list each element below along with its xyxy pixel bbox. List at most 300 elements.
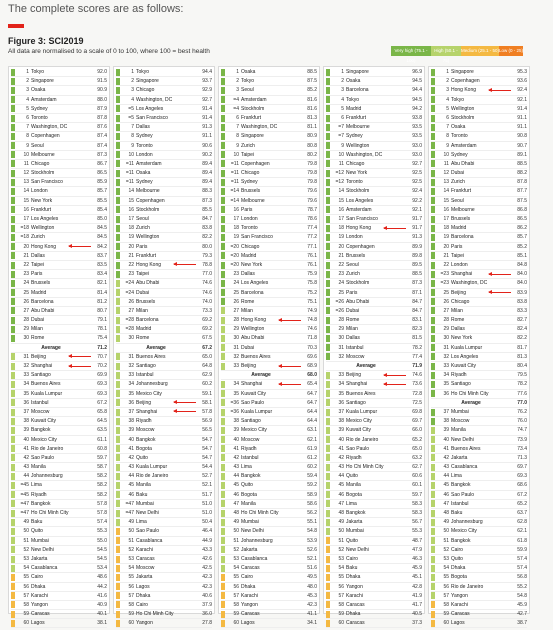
city-cell: Lima [451, 473, 462, 480]
score-cell: 84.0 [517, 280, 527, 287]
table-row [431, 390, 527, 399]
city-cell: Baku [136, 491, 148, 498]
city-cell: Mumbai [31, 537, 49, 544]
rank-cell: 51 [338, 537, 344, 544]
rank-cell: 22 [128, 261, 134, 268]
score-band-marker [326, 353, 330, 360]
table-row [11, 289, 107, 298]
table-row [11, 243, 107, 252]
score-band-marker [11, 179, 15, 186]
rank-cell: 12 [443, 170, 449, 177]
score-band-marker [221, 69, 225, 76]
city-cell: Buenos Aires [346, 390, 376, 397]
table-row [431, 86, 527, 95]
table-row [431, 527, 527, 536]
city-cell: Barcelona [346, 87, 369, 94]
score-cell: 94.5 [412, 96, 422, 103]
score-cell: 87.4 [97, 142, 107, 149]
score-cell: 93.0 [412, 151, 422, 158]
score-cell: 55.3 [412, 528, 422, 535]
table-row [326, 132, 422, 141]
score-band-marker [221, 262, 225, 269]
table-row [326, 509, 422, 518]
score-cell: 91.4 [517, 105, 527, 112]
city-cell: Sydney [346, 133, 363, 140]
score-cell: 77.0 [202, 271, 212, 278]
score-cell: 70.3 [307, 344, 317, 351]
score-legend [391, 46, 524, 63]
rank-cell: =4 [233, 105, 239, 112]
table-row [11, 491, 107, 500]
score-cell: 75.4 [97, 335, 107, 342]
score-cell: 75.1 [307, 298, 317, 305]
table-row [221, 270, 317, 279]
score-cell: 86.8 [517, 206, 527, 213]
score-panel [218, 66, 320, 627]
table-row [431, 96, 527, 105]
table-row [326, 86, 422, 95]
score-band-marker [11, 427, 15, 434]
table-row [116, 243, 212, 252]
table-row [326, 527, 422, 536]
rank-cell: 1 [446, 69, 449, 75]
score-band-marker [116, 510, 120, 517]
rank-cell: 9 [236, 142, 239, 149]
rank-cell: 5 [26, 105, 29, 112]
rank-cell: 58 [128, 601, 134, 608]
table-row [11, 610, 107, 619]
table-row [11, 197, 107, 206]
rank-cell: 21 [443, 252, 449, 259]
average-label: Average [251, 372, 271, 379]
table-row [221, 555, 317, 564]
rank-cell: 19 [128, 234, 134, 241]
score-cell: 87.3 [412, 280, 422, 287]
score-cell: 61.1 [97, 436, 107, 443]
score-band-marker [116, 225, 120, 232]
table-row [221, 583, 317, 592]
rank-cell: 30 [233, 335, 239, 342]
rank-cell: 49 [443, 519, 449, 526]
score-band-marker [221, 115, 225, 122]
rank-cell: =36 [230, 408, 239, 415]
table-row [221, 252, 317, 261]
city-cell: Dubai [346, 307, 360, 314]
score-cell: 51.6 [307, 565, 317, 572]
score-band-marker [116, 353, 120, 360]
rank-cell: 6 [26, 114, 29, 121]
score-cell: 42.3 [202, 583, 212, 590]
score-cell: 80.2 [307, 151, 317, 158]
city-cell: Los Angeles [241, 280, 269, 287]
score-band-marker [221, 105, 225, 112]
score-cell: 59.4 [307, 473, 317, 480]
score-cell: 51.7 [202, 491, 212, 498]
score-cell: 89.9 [412, 243, 422, 250]
score-band-marker [11, 583, 15, 590]
rank-cell: 35 [128, 390, 134, 397]
score-cell: 57.8 [97, 510, 107, 516]
rank-cell: 13 [23, 179, 29, 186]
city-cell: Moscow [136, 565, 155, 572]
city-cell: London [451, 261, 468, 268]
table-row [11, 417, 107, 426]
score-band-marker [11, 611, 15, 618]
score-band-marker [431, 601, 435, 608]
score-band-marker [116, 464, 120, 471]
score-panel [428, 66, 530, 627]
score-cell: 56.7 [412, 519, 422, 526]
table-row [11, 215, 107, 224]
table-row [431, 68, 527, 77]
score-band-marker [11, 188, 15, 195]
score-cell: 58.9 [307, 491, 317, 498]
score-cell: 82.7 [517, 317, 527, 324]
city-cell: Osaka [136, 170, 151, 177]
table-row [431, 77, 527, 86]
city-cell: Lima [241, 464, 252, 471]
city-cell: New York [451, 335, 473, 342]
city-cell: Wellington [136, 234, 160, 241]
city-cell: Copenhagen [136, 197, 165, 204]
score-band-marker [221, 390, 225, 397]
score-cell: 40.1 [97, 611, 107, 618]
city-cell: Shanghai [451, 271, 473, 278]
table-row [11, 527, 107, 536]
score-band-marker [11, 96, 15, 103]
score-band-marker [11, 234, 15, 241]
rank-cell: 55 [23, 574, 29, 581]
average-label: Average [461, 399, 481, 406]
score-cell: 42.8 [412, 583, 422, 590]
rank-cell: 57 [128, 592, 134, 599]
score-cell: 92.4 [412, 188, 422, 195]
table-row [431, 426, 527, 435]
city-cell: London [241, 216, 258, 222]
score-cell: 78.8 [202, 261, 212, 268]
score-cell: 87.7 [517, 188, 527, 195]
rank-cell: 43 [233, 464, 239, 471]
city-cell: Quito [241, 482, 253, 489]
score-tables [8, 66, 530, 627]
city-cell: Dhaka [31, 583, 46, 590]
table-row [431, 481, 527, 490]
rank-cell: =24 [125, 289, 134, 296]
rank-cell: 6 [341, 114, 344, 121]
score-band-marker [431, 87, 435, 94]
score-cell: 93.5 [412, 124, 422, 131]
average-row [116, 344, 212, 353]
score-band-marker [431, 500, 435, 507]
score-band-marker [116, 326, 120, 333]
score-cell: 94.5 [412, 78, 422, 85]
rank-cell: 53 [23, 555, 29, 562]
city-cell: Chicago [241, 243, 260, 250]
table-row [11, 353, 107, 362]
table-row [326, 417, 422, 426]
table-row [11, 436, 107, 445]
score-band-marker [11, 409, 15, 416]
city-cell: Hong Kong [136, 261, 162, 268]
score-cell: 63.2 [412, 454, 422, 461]
table-row [11, 537, 107, 546]
score-band-marker [116, 317, 120, 324]
rank-cell: 17 [23, 216, 29, 222]
score-cell: 48.0 [307, 583, 317, 590]
city-cell: Copenhagen [451, 78, 480, 85]
city-cell: Beijing [451, 289, 467, 296]
rank-cell: =18 [20, 234, 29, 241]
score-cell: 65.4 [307, 381, 317, 388]
table-row [11, 463, 107, 472]
table-row [221, 298, 317, 307]
score-cell: 58.2 [97, 473, 107, 480]
table-row [431, 252, 527, 261]
rank-cell: 8 [26, 133, 29, 140]
score-cell: 92.7 [202, 96, 212, 103]
score-band-marker [326, 307, 330, 314]
rank-cell: =5 [128, 105, 134, 112]
score-band-marker [431, 188, 435, 195]
city-cell: New Delhi [136, 510, 159, 516]
table-row [11, 371, 107, 380]
score-cell: 79.6 [307, 197, 317, 204]
rank-cell: 43 [128, 464, 134, 471]
score-band-marker [326, 473, 330, 480]
city-cell: Sydney [241, 179, 258, 186]
score-band-marker [326, 197, 330, 204]
score-band-marker [11, 363, 15, 370]
score-band-marker [431, 436, 435, 443]
score-cell: 88.2 [517, 170, 527, 177]
score-band-marker [221, 252, 225, 259]
city-cell: Melbourne [451, 206, 475, 213]
score-cell: 58.1 [202, 399, 212, 406]
score-band-marker [326, 546, 330, 553]
table-row [221, 573, 317, 582]
rank-cell: 43 [23, 464, 29, 471]
score-band-marker [431, 546, 435, 553]
city-cell: Santiago [136, 363, 156, 369]
city-cell: Cairo [31, 574, 43, 581]
city-cell: Yangon [346, 583, 363, 590]
city-cell: Hong Kong [241, 317, 267, 324]
table-row [116, 334, 212, 343]
score-band-marker [326, 87, 330, 94]
score-band-marker [116, 574, 120, 581]
rank-cell: 8 [446, 133, 449, 140]
rank-cell: 40 [233, 436, 239, 443]
score-cell: 70.2 [97, 363, 107, 369]
score-band-marker [326, 409, 330, 416]
average-row [221, 371, 317, 380]
score-band-marker [326, 289, 330, 296]
table-row [326, 353, 422, 362]
rank-cell: =47 [125, 510, 134, 516]
city-cell: Singapore [346, 69, 369, 75]
legend-item: Medium (25.1 - 50) [461, 46, 499, 56]
city-cell: Chicago [241, 170, 260, 177]
rank-cell: 8 [236, 133, 239, 140]
rank-cell: 58 [338, 601, 344, 608]
city-cell: Shanghai [136, 408, 158, 415]
score-cell: 86.2 [517, 225, 527, 232]
table-row [326, 537, 422, 546]
score-band-marker [116, 206, 120, 213]
table-row [326, 298, 422, 307]
score-band-marker [221, 418, 225, 425]
city-cell: London [346, 234, 363, 241]
score-band-marker [116, 271, 120, 278]
score-cell: 87.1 [412, 289, 422, 296]
rank-cell: 4 [446, 96, 449, 103]
rank-cell: 16 [233, 206, 239, 213]
rank-cell: 2 [26, 78, 29, 85]
average-label: Average [356, 363, 376, 369]
rank-cell: 9 [446, 142, 449, 149]
city-cell: Dallas [346, 335, 360, 342]
city-cell: Bangkok [451, 482, 471, 489]
rank-cell: 40 [338, 436, 344, 443]
rank-cell: 54 [23, 565, 29, 572]
score-cell: 77.1 [307, 243, 317, 250]
table-row [326, 325, 422, 334]
rank-cell: 37 [23, 408, 29, 415]
score-cell: 59.7 [412, 491, 422, 498]
city-cell: Beijing [241, 363, 257, 369]
rank-cell: 60 [338, 620, 344, 627]
score-cell: 55.2 [517, 583, 527, 590]
city-cell: Kuala Lumpur [241, 408, 273, 415]
score-band-marker [326, 556, 330, 563]
table-row [431, 472, 527, 481]
rank-cell: 17 [233, 216, 239, 222]
score-band-marker [11, 464, 15, 471]
table-row [116, 592, 212, 601]
rank-cell: 28 [338, 317, 344, 324]
score-cell: 74.9 [307, 307, 317, 314]
score-cell: 87.4 [97, 133, 107, 140]
score-cell: 61.9 [307, 445, 317, 452]
score-cell: 65.2 [412, 436, 422, 443]
score-cell: 93.7 [202, 78, 212, 85]
rank-cell: 3 [26, 87, 29, 94]
score-band-marker [326, 454, 330, 461]
rank-cell: 41 [338, 445, 344, 452]
table-row [221, 463, 317, 472]
rank-cell: 25 [443, 289, 449, 296]
table-row [221, 518, 317, 527]
rank-cell: =28 [125, 326, 134, 333]
score-cell: 67.2 [97, 399, 107, 406]
rank-cell: 17 [338, 216, 344, 222]
rank-cell: 54 [443, 565, 449, 572]
table-row [116, 436, 212, 445]
city-cell: Dhaka [451, 565, 466, 572]
city-cell: New Delhi [241, 528, 264, 535]
score-cell: 82.1 [97, 280, 107, 287]
rank-cell: 44 [443, 473, 449, 480]
score-band-marker [11, 326, 15, 333]
rank-cell: 45 [233, 482, 239, 489]
table-row [326, 481, 422, 490]
score-cell: 92.1 [412, 206, 422, 213]
score-band-marker [326, 243, 330, 250]
score-band-marker [431, 160, 435, 167]
table-row [326, 252, 422, 261]
rank-cell: 49 [233, 519, 239, 526]
score-cell: 91.1 [517, 114, 527, 121]
city-cell: Quito [31, 528, 43, 535]
city-cell: Copenhagen [31, 133, 60, 140]
score-band-marker [431, 409, 435, 416]
city-cell: Dhaka [136, 592, 151, 599]
score-band-marker [326, 225, 330, 232]
table-row [11, 206, 107, 215]
score-cell: 60.2 [202, 381, 212, 388]
score-cell: 55.1 [307, 519, 317, 526]
score-cell: 82.2 [517, 335, 527, 342]
score-band-marker [221, 317, 225, 324]
rank-cell: 35 [23, 390, 29, 397]
rank-cell: 48 [338, 510, 344, 516]
score-band-marker [326, 381, 330, 388]
table-row [221, 151, 317, 160]
score-band-marker [326, 78, 330, 85]
city-cell: Dallas [31, 252, 45, 259]
accent-dash [8, 24, 24, 28]
city-cell: Riyadh [451, 372, 467, 379]
table-row [326, 187, 422, 196]
score-band-marker [116, 151, 120, 158]
score-cell: 77.4 [307, 225, 317, 232]
table-row [221, 77, 317, 86]
score-band-marker [326, 592, 330, 599]
city-cell: Dallas [136, 124, 150, 131]
city-cell: Milan [31, 326, 43, 333]
score-cell: 83.8 [202, 225, 212, 232]
score-band-marker [11, 197, 15, 204]
score-cell: 69.7 [412, 418, 422, 425]
score-cell: 57.8 [97, 500, 107, 507]
table-row [221, 261, 317, 270]
score-cell: 80.7 [97, 307, 107, 314]
score-cell: 74.6 [307, 326, 317, 333]
city-cell: Los Angeles [346, 197, 374, 204]
score-band-marker [431, 620, 435, 627]
score-cell: 81.1 [307, 124, 317, 131]
city-cell: Washington, DC [136, 96, 173, 103]
rank-cell: 33 [233, 363, 239, 369]
table-row [116, 77, 212, 86]
table-row [326, 307, 422, 316]
rank-cell: 6 [446, 114, 449, 121]
score-band-marker [221, 611, 225, 618]
score-band-marker [326, 601, 330, 608]
score-cell: 87.6 [97, 124, 107, 131]
city-cell: New Delhi [451, 436, 474, 443]
score-cell: 91.7 [412, 225, 422, 232]
score-cell: 84.8 [517, 261, 527, 268]
score-band-marker [11, 78, 15, 85]
rank-cell: 23 [338, 271, 344, 278]
score-cell: 59.2 [307, 482, 317, 489]
score-band-marker [11, 307, 15, 314]
city-cell: Moscow [451, 418, 470, 425]
score-band-marker [221, 197, 225, 204]
table-row [431, 546, 527, 555]
score-cell: 81.3 [307, 114, 317, 121]
